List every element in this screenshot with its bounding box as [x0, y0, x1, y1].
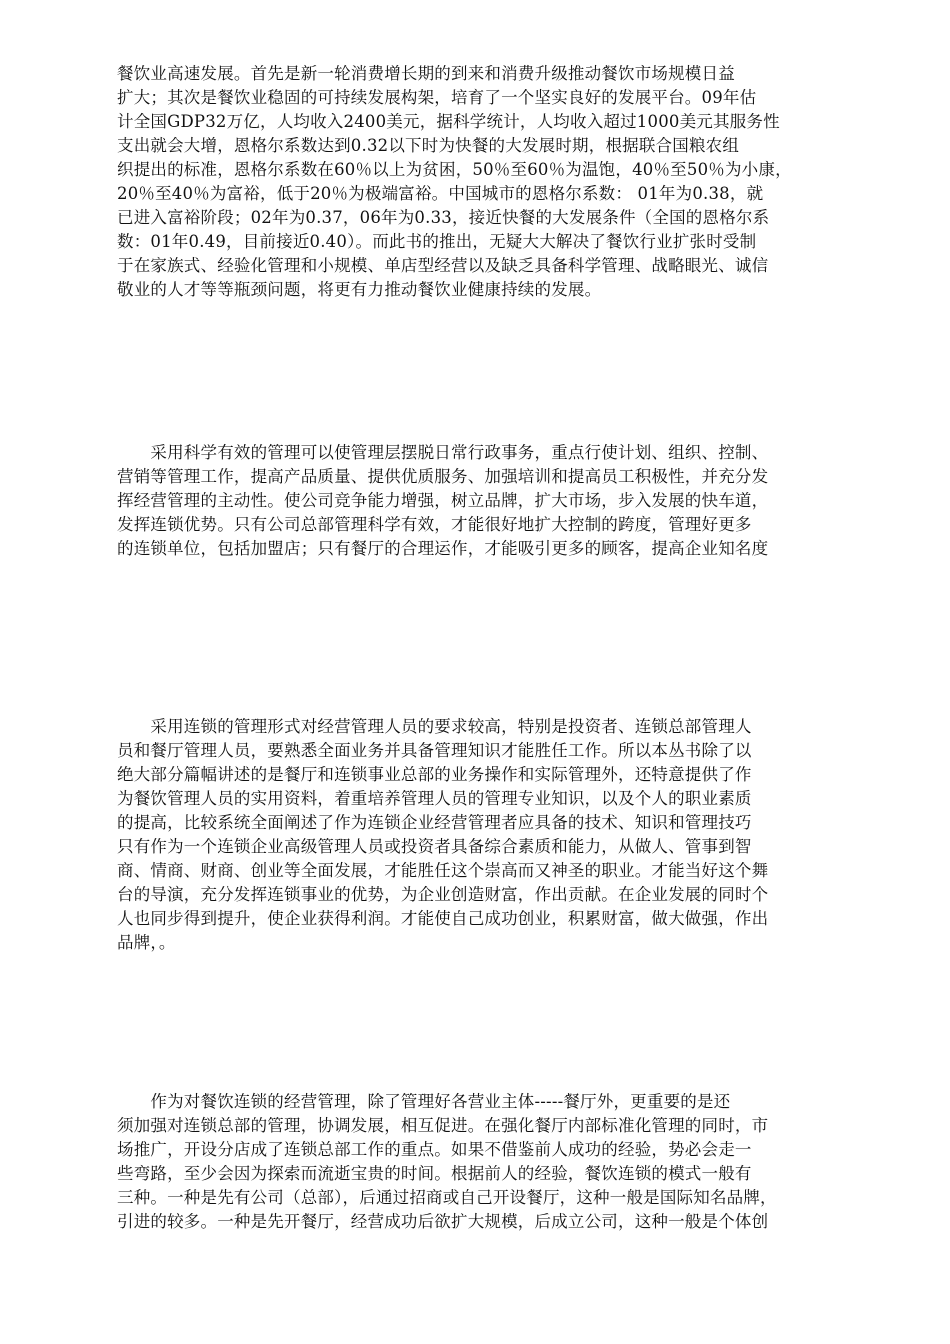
text-line: 作为对餐饮连锁的经营管理，除了管理好各营业主体-----餐厅外，更重要的是还: [117, 1092, 731, 1111]
text-line: 只有作为一个连锁企业高级管理人员或投资者具备综合素质和能力，从做人、管事到智: [117, 837, 752, 856]
paragraph-4: [117, 1090, 835, 1234]
text-line: 品牌，。: [117, 933, 176, 952]
text-line: 须加强对连锁总部的管理，协调发展，相互促进。在强化餐厅内部标准化管理的同时，市: [117, 1116, 769, 1135]
text-line: 台的导演，充分发挥连锁事业的优势，为企业创造财富，作出贡献。在企业发展的同时个: [117, 885, 769, 904]
text-line: 引进的较多。一种是先开餐厅，经营成功后欲扩大规模，后成立公司，这种一般是个体创: [117, 1212, 769, 1231]
text-line: 织提出的标准，恩格尔系数在60％以上为贫困，50％至60％为温饱，40％至50％为小康，: [117, 160, 792, 179]
text-line: 20％至40％为富裕，低于20％为极端富裕。中国城市的恩格尔系数： 01年为0.38，就: [117, 184, 764, 203]
text-line: 些弯路，至少会因为探索而流逝宝贵的时间。根据前人的经验，餐饮连锁的模式一般有: [117, 1164, 752, 1183]
text-line: 采用连锁的管理形式对经营管理人员的要求较高，特别是投资者、连锁总部管理人: [117, 717, 752, 736]
text-line: 于在家族式、经验化管理和小规模、单店型经营以及缺乏具备科学管理、战略眼光、诚信: [117, 256, 769, 275]
text-line: 为餐饮管理人员的实用资料，着重培养管理人员的管理专业知识，以及个人的职业素质: [117, 789, 752, 808]
text-line: 敬业的人才等等瓶颈问题，将更有力推动餐饮业健康持续的发展。: [117, 280, 602, 299]
text-line: 计全国GDP32万亿，人均收入2400美元，据科学统计，人均收入超过1000美元其服务性: [117, 112, 780, 131]
text-line: 商、情商、财商、创业等全面发展，才能胜任这个崇高而又神圣的职业。才能当好这个舞: [117, 861, 769, 880]
paragraph-3: [117, 715, 835, 955]
text-line: 采用科学有效的管理可以使管理层摆脱日常行政事务，重点行使计划、组织、控制、: [117, 443, 769, 462]
paragraph-1: [117, 62, 835, 302]
text-line: 数：01年0.49，目前接近0.40）。而此书的推出，无疑大大解决了餐饮行业扩张时受制: [117, 232, 757, 251]
text-line: 三种。一种是先有公司（总部），后通过招商或自己开设餐厅，这种一般是国际知名品牌，: [117, 1188, 777, 1207]
text-line: 的提高，比较系统全面阐述了作为连锁企业经营管理者应具备的技术、知识和管理技巧: [117, 813, 752, 832]
text-line: 营销等管理工作，提高产品质量、提供优质服务、加强培训和提高员工积极性，并充分发: [117, 467, 769, 486]
text-line: 场推广，开设分店成了连锁总部工作的重点。如果不借鉴前人成功的经验，势必会走一: [117, 1140, 752, 1159]
text-line: 发挥连锁优势。只有公司总部管理科学有效，才能很好地扩大控制的跨度，管理好更多: [117, 515, 752, 534]
text-line: 员和餐厅管理人员，要熟悉全面业务并具备管理知识才能胜任工作。所以本丛书除了以: [117, 741, 752, 760]
text-line: 的连锁单位，包括加盟店；只有餐厅的合理运作，才能吸引更多的顾客，提高企业知名度: [117, 539, 769, 558]
text-line: 挥经营管理的主动性。使公司竞争能力增强，树立品牌，扩大市场，步入发展的快车道，: [117, 491, 769, 510]
text-line: 支出就会大增，恩格尔系数达到0.32以下时为快餐的大发展时期，根据联合国粮农组: [117, 136, 740, 155]
text-line: 绝大部分篇幅讲述的是餐厅和连锁事业总部的业务操作和实际管理外，还特意提供了作: [117, 765, 752, 784]
text-line: 扩大；其次是餐饮业稳固的可持续发展构架，培育了一个坚实良好的发展平台。09年估: [117, 88, 757, 107]
text-line: 人也同步得到提升，使企业获得利润。才能使自己成功创业，积累财富，做大做强，作出: [117, 909, 769, 928]
paragraph-2: [117, 441, 835, 561]
text-line: 已进入富裕阶段；02年为0.37，06年为0.33，接近快餐的大发展条件（全国的恩格尔系: [117, 208, 770, 227]
text-line: 餐饮业高速发展。首先是新一轮消费增长期的到来和消费升级推动餐饮市场规模日益: [117, 64, 735, 83]
